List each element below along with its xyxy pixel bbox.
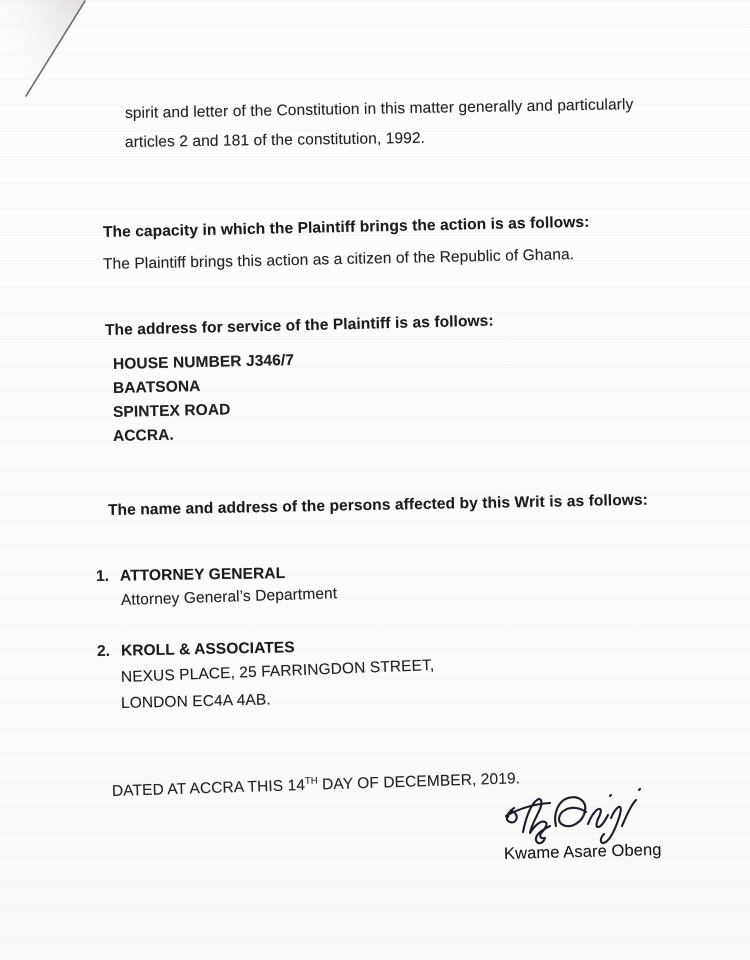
- affected-person-item-1: [96, 565, 285, 586]
- continuation-paragraph-line-2: articles 2 and 181 of the constitution, 1992.: [124, 129, 426, 151]
- signatory-name: Kwame Asare Obeng: [503, 840, 662, 863]
- dated-line-prefix: DATED AT ACCRA THIS 14: [111, 776, 306, 800]
- affected-persons-heading: The name and address of the persons affected by this Writ is as follows:: [107, 491, 649, 519]
- service-address-line-road: SPINTEX ROAD: [112, 401, 231, 421]
- item-1-number: 1.: [95, 567, 110, 585]
- item-1-name: ATTORNEY GENERAL: [119, 565, 286, 585]
- dated-line-ordinal: TH: [304, 775, 318, 787]
- capacity-section-heading: The capacity in which the Plaintiff brings the action is as follows:: [102, 213, 590, 241]
- item-2-address-line-1: NEXUS PLACE, 25 FARRINGDON STREET,: [120, 656, 435, 686]
- service-address-line-city: ACCRA.: [112, 426, 175, 445]
- item-2-number: 2.: [96, 642, 111, 660]
- item-2-name: KROLL & ASSOCIATES: [120, 639, 295, 660]
- handwritten-signature-icon: [498, 780, 658, 850]
- page-fold-corner: [0, 0, 110, 110]
- item-2-address-line-2: LONDON EC4A 4AB.: [120, 691, 271, 712]
- dated-line-suffix: DAY OF DECEMBER, 2019.: [317, 770, 521, 794]
- capacity-section-body: The Plaintiff brings this action as a citizen of the Republic of Ghana.: [102, 246, 575, 273]
- affected-person-item-2: [97, 639, 295, 661]
- service-address-heading: The address for service of the Plaintiff is as follows:: [104, 312, 494, 339]
- service-address-line-house: HOUSE NUMBER J346/7: [112, 351, 295, 373]
- dated-line: [112, 769, 521, 801]
- service-address-line-suburb: BAATSONA: [112, 378, 201, 397]
- item-1-address-line: Attorney General’s Department: [120, 585, 338, 609]
- continuation-paragraph-line-1: spirit and letter of the Constitution in this matter generally and particularly: [124, 96, 634, 122]
